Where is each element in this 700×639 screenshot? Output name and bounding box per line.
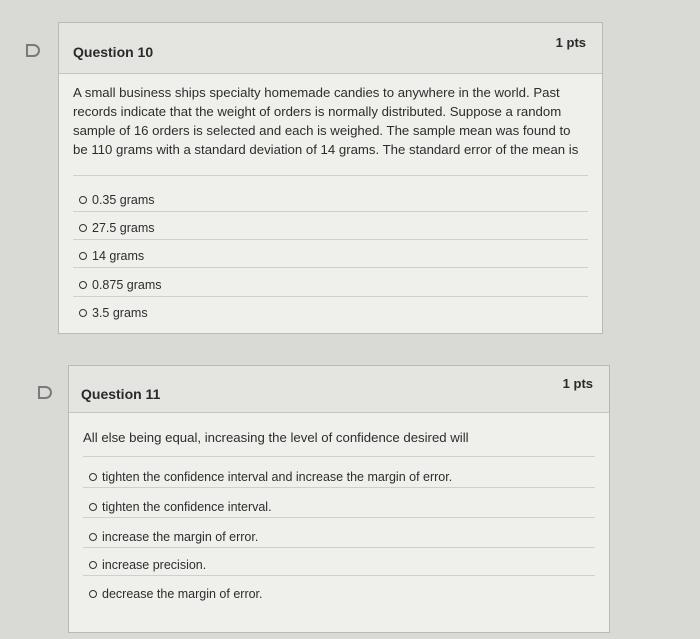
- answer-option[interactable]: [79, 193, 155, 207]
- divider: [83, 575, 595, 576]
- question-title: Question 11: [81, 386, 161, 402]
- flag-question-icon[interactable]: [26, 44, 40, 57]
- divider: [73, 239, 588, 240]
- question-card-11: [68, 365, 610, 633]
- answer-option-label: tighten the confidence interval.: [102, 500, 272, 514]
- answer-option[interactable]: [89, 587, 263, 601]
- answer-option-label: decrease the margin of error.: [102, 587, 263, 601]
- answer-option-label: increase the margin of error.: [102, 530, 259, 544]
- divider: [83, 547, 595, 548]
- radio-button[interactable]: [79, 252, 87, 260]
- answer-option-label: 0.875 grams: [92, 278, 162, 292]
- answer-option-label: 3.5 grams: [92, 306, 148, 320]
- radio-button[interactable]: [89, 503, 97, 511]
- answer-option-label: increase precision.: [102, 558, 207, 572]
- divider: [83, 456, 595, 457]
- divider: [73, 211, 588, 212]
- radio-button[interactable]: [89, 533, 97, 541]
- radio-button[interactable]: [89, 590, 97, 598]
- answer-option[interactable]: [79, 221, 155, 235]
- answer-option[interactable]: [79, 306, 148, 320]
- radio-button[interactable]: [89, 561, 97, 569]
- question-text: A small business ships specialty homemade candies to anywhere in the world. Past records indicate that the weight of orders is normally distributed. Suppose a random sample of 16 orders is selected and each is weighed. The sample mean was found to be 110 grams with a standard deviation of 14 grams. The standard error of the mean is: [73, 85, 579, 157]
- answer-option[interactable]: [89, 530, 258, 544]
- answer-option-label: 27.5 grams: [92, 221, 155, 235]
- divider: [73, 267, 588, 268]
- radio-button[interactable]: [79, 196, 87, 204]
- divider: [83, 517, 595, 518]
- question-text: All else being equal, increasing the level of confidence desired will: [83, 430, 469, 445]
- answer-option-label: 0.35 grams: [92, 193, 155, 207]
- question-points: 1 pts: [562, 376, 593, 391]
- answer-option[interactable]: [79, 249, 144, 263]
- answer-option[interactable]: [89, 558, 206, 572]
- question-points: 1 pts: [555, 35, 586, 50]
- answer-option-label: tighten the confidence interval and increase the margin of error.: [102, 470, 453, 484]
- radio-button[interactable]: [79, 224, 87, 232]
- radio-button[interactable]: [79, 281, 87, 289]
- divider: [73, 175, 588, 176]
- question-card-10: [58, 22, 603, 334]
- flag-question-icon[interactable]: [38, 386, 52, 399]
- question-title: Question 10: [73, 44, 154, 60]
- answer-option[interactable]: [89, 500, 272, 514]
- answer-option[interactable]: [79, 278, 161, 292]
- answer-option[interactable]: [89, 470, 452, 484]
- answer-option-label: 14 grams: [92, 249, 145, 263]
- divider: [83, 487, 595, 488]
- radio-button[interactable]: [89, 473, 97, 481]
- divider: [73, 296, 588, 297]
- radio-button[interactable]: [79, 309, 87, 317]
